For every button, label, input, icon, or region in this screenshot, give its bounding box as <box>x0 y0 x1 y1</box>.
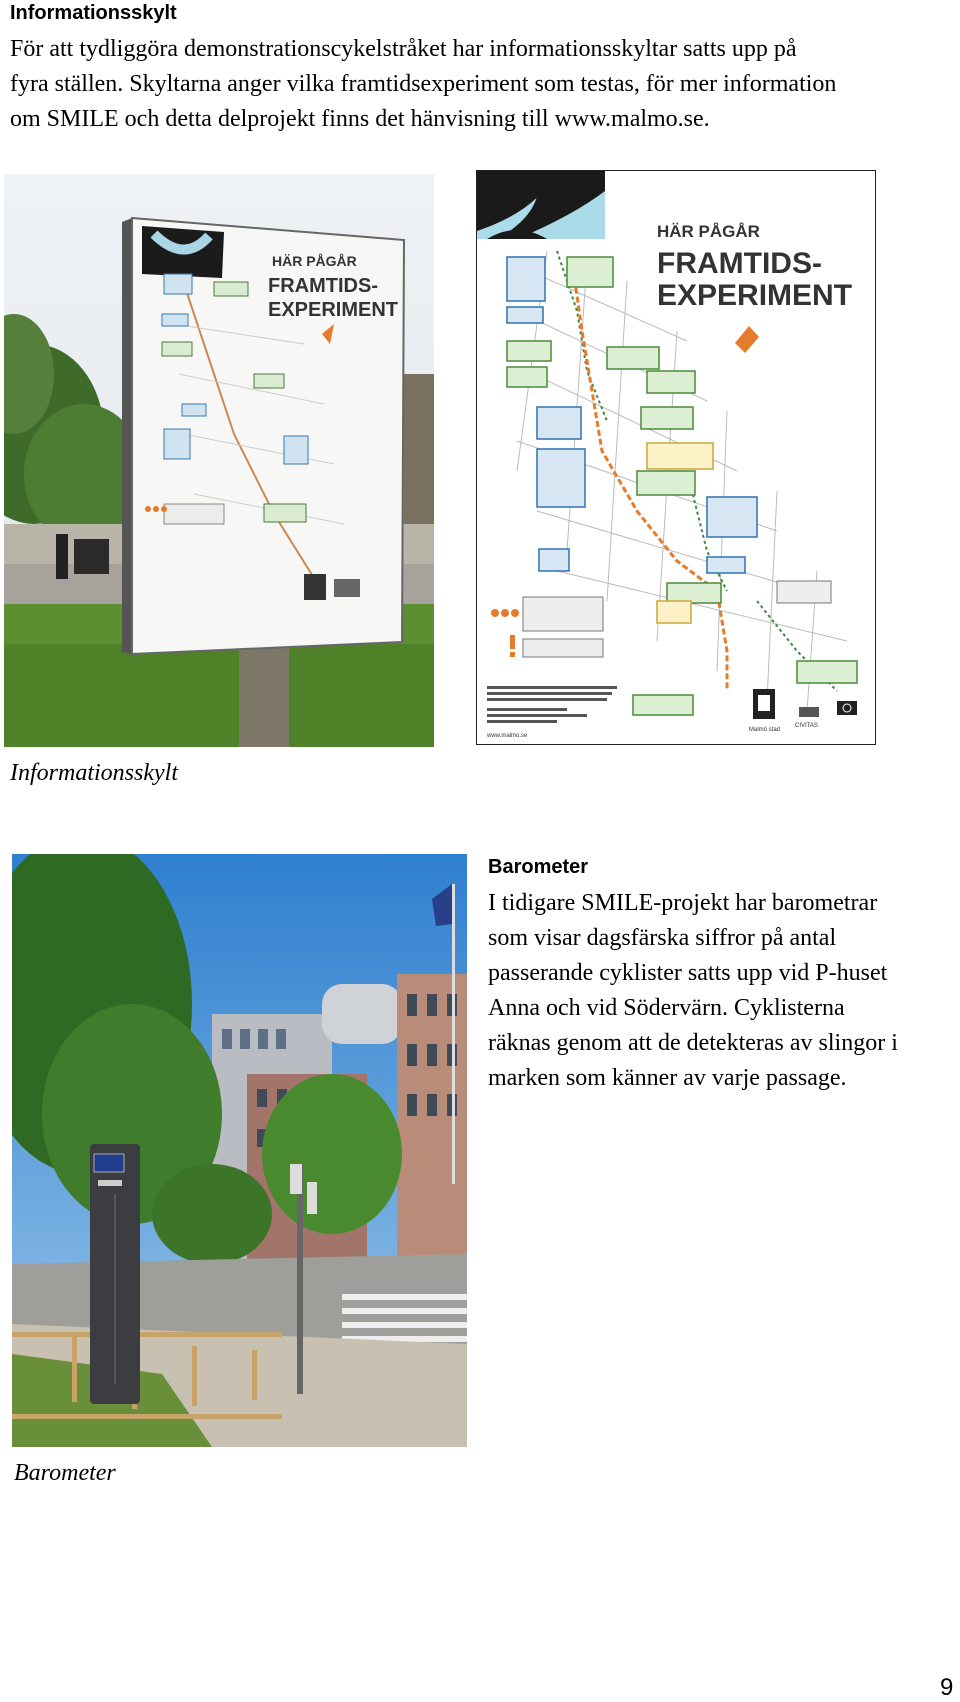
sign-logo-malmo-label: Malmö stad <box>749 727 781 733</box>
page-number: 9 <box>940 1674 954 1701</box>
section-heading-barometer: Barometer <box>488 856 589 878</box>
sign-logo-civitas-label: CIVITAS <box>795 723 818 729</box>
paragraph-line: För att tydliggöra demonstrationscykelstråket har informationsskyltar satts upp på <box>10 36 797 62</box>
paragraph-line: räknas genom att de detekteras av slingor i <box>488 1030 898 1056</box>
sign-line3: EXPERIMENT <box>657 279 853 312</box>
paragraph-line: I tidigare SMILE-projekt har barometrar <box>488 890 878 916</box>
paragraph-line: marken som känner av varje passage. <box>488 1065 847 1091</box>
sign-photo-line2: FRAMTIDS- <box>268 275 378 297</box>
sign-line1: HÄR PÅGÅR <box>657 222 760 241</box>
sign-footer-url: www.malmo.se <box>487 733 528 739</box>
section-heading-informationsskylt: Informationsskylt <box>10 2 177 24</box>
informationsskylt-paragraph <box>10 32 950 137</box>
paragraph-line: som visar dagsfärska siffror på antal <box>488 925 837 951</box>
paragraph-line: om SMILE och detta delprojekt finns det hänvisning till www.malmo.se. <box>10 106 710 132</box>
paragraph-line: Anna och vid Södervärn. Cyklisterna <box>488 995 845 1021</box>
paragraph-line: passerande cyklister satts upp vid P-huset <box>488 960 888 986</box>
sign-photo-line1: HÄR PÅGÅR <box>272 253 357 269</box>
sign-photo <box>4 174 434 747</box>
barometer-paragraph <box>488 886 958 1096</box>
barometer-photo <box>12 854 467 1447</box>
sign-line2: FRAMTIDS- <box>657 247 822 280</box>
paragraph-line: fyra ställen. Skyltarna anger vilka framtidsexperiment som testas, för mer information <box>10 71 837 97</box>
caption-barometer: Barometer <box>14 1460 116 1486</box>
sign-photo-line3: EXPERIMENT <box>268 299 399 321</box>
sign-artwork <box>476 170 876 745</box>
caption-informationsskylt: Informationsskylt <box>10 760 178 786</box>
